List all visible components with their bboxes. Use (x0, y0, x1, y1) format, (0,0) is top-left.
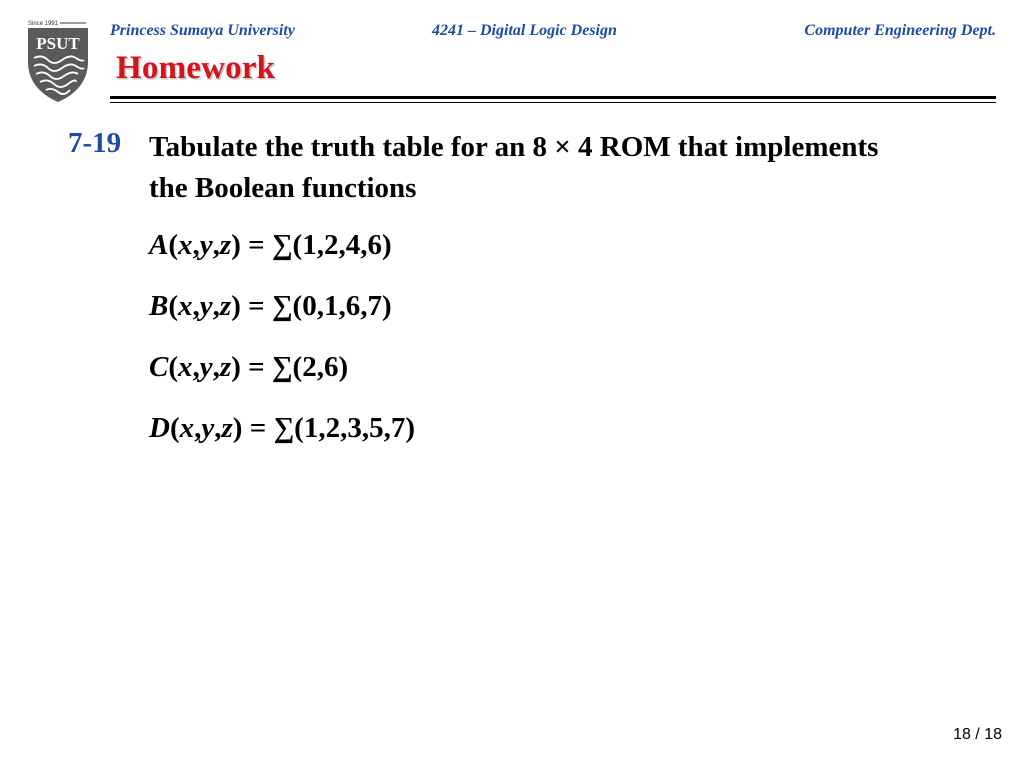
function-arg: x (179, 412, 195, 444)
function-arg: y (199, 351, 213, 383)
function-arg: y (199, 290, 213, 322)
function-arg: x (178, 351, 193, 383)
function-rhs: = ∑(0,1,6,7) (248, 290, 392, 322)
logo-acronym: PSUT (36, 34, 80, 53)
function-name: C (149, 351, 169, 383)
function-name: B (149, 290, 169, 322)
header-rule-thin (110, 102, 996, 103)
function-arg: z (219, 351, 232, 383)
function-name: A (149, 229, 169, 261)
function-arg: z (219, 229, 232, 261)
function-b: B(x,y,z) = ∑(0,1,6,7) (149, 290, 392, 322)
function-arg: x (178, 290, 193, 322)
function-rhs: = ∑(2,6) (248, 351, 349, 383)
header-university: Princess Sumaya University (110, 22, 295, 39)
header-department: Computer Engineering Dept. (804, 22, 996, 39)
function-arg: z (219, 290, 232, 322)
function-c: C(x,y,z) = ∑(2,6) (149, 351, 349, 383)
function-arg: x (178, 229, 193, 261)
function-arg: y (201, 412, 215, 444)
logo-since-text: Since 1991 (28, 21, 59, 27)
psut-logo (26, 18, 90, 104)
header-course: 4241 – Digital Logic Design (432, 22, 617, 39)
header-rule-thick (110, 96, 996, 99)
function-d: D(x,y,z) = ∑(1,2,3,5,7) (149, 412, 415, 444)
function-rhs: = ∑(1,2,3,5,7) (249, 412, 415, 444)
slide-title: Homework (116, 50, 276, 86)
function-rhs: = ∑(1,2,4,6) (248, 229, 392, 261)
slide-header (110, 22, 996, 44)
psut-shield-icon (26, 18, 90, 104)
function-arg: y (199, 229, 213, 261)
function-name: D (149, 412, 170, 444)
problem-statement: Tabulate the truth table for an 8 × 4 ROM that implements the Boolean functions (149, 131, 879, 204)
page-number: 18 / 18 (953, 726, 1002, 743)
function-arg: z (221, 412, 233, 444)
function-a: A(x,y,z) = ∑(1,2,4,6) (149, 229, 392, 261)
problem-number: 7-19 (68, 127, 122, 159)
